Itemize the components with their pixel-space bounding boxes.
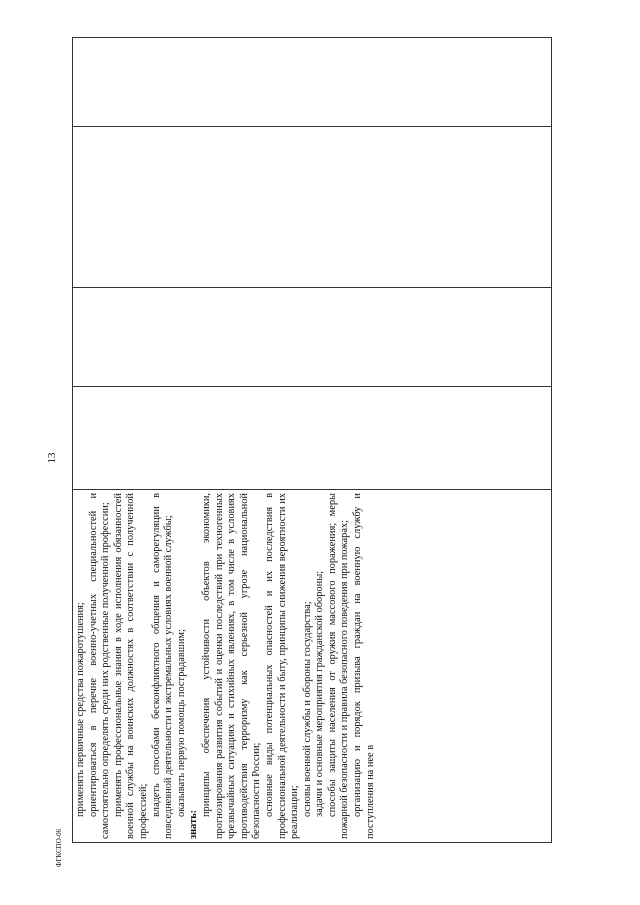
page-number: 13 xyxy=(46,452,58,464)
list-item: способы защиты населения от оружия массового поражения; меры пожарной безопасности и правила безопасного поведения при пожарах; xyxy=(326,493,351,839)
list-item: применять профессиональные знания в ходе исполнения обязанностей военной службы на воинских должностях в соответствии с полученной профессией; xyxy=(112,493,149,839)
list-item: организацию и порядок призыва граждан на военную службу и поступления на нее в xyxy=(352,493,376,839)
list-item: принципы обеспечения устойчивости объектов экономики, прогнозирования развития событий и оценки последствий при техногенных чрезвычайных ситуациях и стихийных явлениях, в том числе в условиях противодействия терроризму как серьезной угрозе национальной безопасности России; xyxy=(200,493,263,839)
list-item: задачи и основные мероприятия гражданской обороны; xyxy=(314,570,326,817)
list-item: оказывать первую помощь пострадавшим; xyxy=(175,629,187,817)
competency-table xyxy=(72,37,552,843)
list-item: основы военной службы и обороны государства; xyxy=(301,601,313,817)
list-item: применять первичные средства пожаротушения; xyxy=(75,602,86,817)
rotated-table-inner xyxy=(72,43,552,843)
table-row xyxy=(73,38,552,843)
document-code-text: ФГКСПО-06 xyxy=(55,828,64,868)
table-cell-empty xyxy=(73,127,552,288)
table-cell-empty xyxy=(73,288,552,387)
rotated-table-wrapper xyxy=(72,43,552,843)
document-code xyxy=(40,828,64,888)
section-heading: знать: xyxy=(188,809,200,839)
table-cell-empty xyxy=(73,38,552,127)
list-item: ориентироваться в перечне военно-учетных специальностей и самостоятельно определять среди них родственные полученной профессии; xyxy=(87,493,112,839)
table-cell-empty xyxy=(73,387,552,490)
list-item: владеть способами бесконфликтного общения и саморегуляции в повседневной деятельности и экстремальных условиях военной службы; xyxy=(150,493,175,839)
list-item: основные виды потенциальных опасностей и их последствия в профессиональной деятельности и быту, принципы снижения вероятности их реализации; xyxy=(263,493,301,839)
table-cell-content xyxy=(73,490,552,843)
content-text xyxy=(73,490,377,842)
